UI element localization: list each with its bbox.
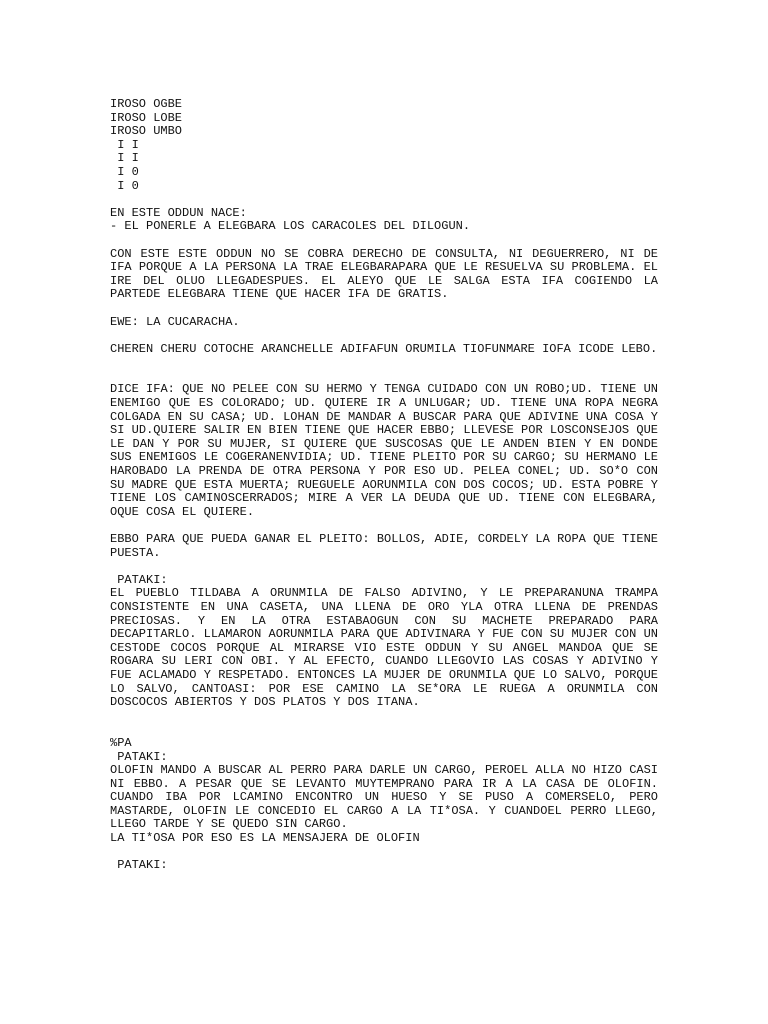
- sign-mark-line: I I: [110, 151, 139, 166]
- pataki-story: OLOFIN MANDO A BUSCAR AL PERRO PARA DARLE UN CARGO, PEROEL ALLA NO HIZO CASI NI EBBO. A PESAR QUE SE LEVANTO MUYTEMPRANO PARA IR A LA CASA DE OLOFIN. CUANDO IBA POR LCAMINO ENCONTRO UN HUESO Y SE PUSO A COMERSELO, PERO MASTARDE, OLOFIN LE CONCEDIO EL CARGO A LA TI*OSA. Y CUANDOEL PERRO LLEGO, LLEGO TARDE Y SE QUEDO SIN CARGO.: [110, 763, 658, 832]
- nace-item: - EL PONERLE A ELEGBARA LOS CARACOLES DEL DILOGUN.: [110, 219, 471, 234]
- document-text: [110, 98, 658, 873]
- sign-name-line: IROSO OGBE: [110, 97, 183, 111]
- pataki-story: EL PUEBLO TILDABA A ORUNMILA DE FALSO ADIVINO, Y LE PREPARANUNA TRAMPA CONSISTENTE EN UNA CASETA, UNA LLENA DE ORO YLA OTRA LLENA DE PRENDAS PRECIOSAS. Y EN LA OTRA ESTABAOGUN CON SU MACHETE PREPARADO PARA DECAPITARLO. LLAMARON AORUNMILA PARA QUE ADIVINARA Y FUE CON SU MUJER CON UN CESTODE COCOS PORQUE AL MIRARSE VIO ESTE ODDUN Y SU ANGEL MANDOA QUE SE ROGARA SU LERI CON OBI. Y AL EFECTO, CUANDO LLEGOVIO LAS COSAS Y ADIVINO Y FUE ACLAMADO Y RESPETADO. ENTONCES LA MUJER DE ORUNMILA QUE LO SALVO, PORQUE LO SALVO, CANTOASI: POR ESE CAMINO LA SE*ORA LE RUEGA A ORUNMILA CON DOSCOCOS ABIERTOS Y DOS PLATOS Y DOS ITANA.: [110, 586, 658, 710]
- pataki-label: PATAKI:: [110, 572, 168, 587]
- ebbo-paragraph: EBBO PARA QUE PUEDA GANAR EL PLEITO: BOLLOS, ADIE, CORDELY LA ROPA QUE TIENE PUESTA.: [110, 532, 658, 560]
- ewe-line: EWE: LA CUCARACHA.: [110, 314, 240, 329]
- sign-mark-line: I 0: [110, 178, 139, 193]
- sign-name-line: IROSO UMBO: [110, 124, 183, 139]
- sign-mark-line: I 0: [110, 164, 139, 179]
- sign-mark-line: I I: [110, 137, 139, 152]
- consulta-paragraph: CON ESTE ESTE ODDUN NO SE COBRA DERECHO DE CONSULTA, NI DEGUERRERO, NI DE IFA PORQUE A LA PERSONA LA TRAE ELEGBARAPARA QUE LE RESUELVA SU PROBLEMA. EL IRE DEL OLUO LLEGADESPUES. EL ALEYO QUE LE SALGA ESTA IFA COGIENDO LA PARTEDE ELEGBARA TIENE QUE HACER IFA DE GRATIS.: [110, 246, 658, 302]
- sign-name-line: IROSO LOBE: [110, 110, 183, 125]
- pataki-label: PATAKI:: [110, 858, 168, 873]
- nace-heading: EN ESTE ODDUN NACE:: [110, 205, 247, 220]
- rezo-paragraph: CHEREN CHERU COTOCHE ARANCHELLE ADIFAFUN ORUMILA TIOFUNMARE IOFA ICODE LEBO.: [110, 341, 658, 356]
- pataki-closing: LA TI*OSA POR ESO ES LA MENSAJERA DE OLOFIN: [110, 831, 420, 846]
- dice-ifa-paragraph: DICE IFA: QUE NO PELEE CON SU HERMO Y TENGA CUIDADO CON UN ROBO;UD. TIENE UN ENEMIGO QUE ES COLORADO; UD. QUIERE IR A UNLUGAR; UD. TIENE UNA ROPA NEGRA COLGADA EN SU CASA; UD. LOHAN DE MANDAR A BUSCAR PARA QUE ADIVINE UNA COSA Y SI UD.QUIERE SALIR EN BIEN TIENE QUE HACER EBBO; LLEVESE POR LOSCONSEJOS QUE LE DAN Y POR SU MUJER, SI QUIERE QUE SUSCOSAS QUE LE ANDEN BIEN Y EN DONDE SUS ENEMIGOS LE COGERANENVIDIA; UD. TIENE PLEITO POR SU CARGO; SU HERMANO LE HAROBADO LA PRENDA DE OTRA PERSONA Y POR ESO UD. PELEA CONEL; UD. SO*O CON SU MADRE QUE ESTA MUERTA; RUEGUELE AORUNMILA CON DOS COCOS; UD. ESTA POBRE Y TIENE LOS CAMINOSCERRADOS; MIRE A VER LA DEUDA QUE UD. TIENE CON ELEGBARA, OQUE COSA EL QUIERE.: [110, 382, 658, 519]
- section-marker: %PA: [110, 735, 132, 750]
- pataki-label: PATAKI:: [110, 749, 168, 764]
